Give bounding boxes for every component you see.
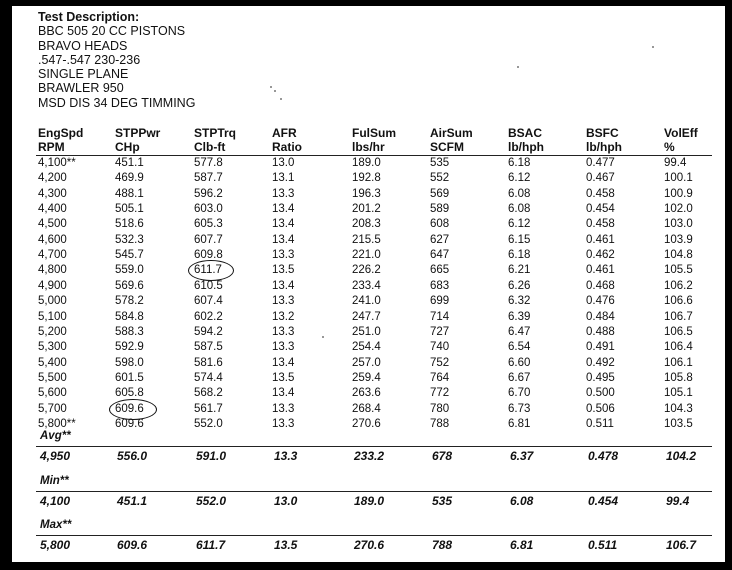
table-cell: 13.4 xyxy=(272,233,295,246)
table-cell: 13.5 xyxy=(272,264,295,277)
description-line: BRAWLER 950 xyxy=(38,81,124,96)
summary-value: 4,100 xyxy=(40,494,71,508)
summary-rule xyxy=(36,535,712,536)
summary-value: 6.81 xyxy=(510,538,534,552)
table-cell: 106.2 xyxy=(664,279,693,292)
table-cell: 611.7 xyxy=(194,264,222,277)
summary-value: 609.6 xyxy=(117,538,148,552)
table-cell: 699 xyxy=(430,295,450,308)
summary-value: 13.0 xyxy=(274,494,298,508)
table-cell: 196.3 xyxy=(352,187,381,200)
table-cell: 106.4 xyxy=(664,341,693,354)
description-line: BBC 505 20 CC PISTONS xyxy=(38,24,186,39)
summary-value: 104.2 xyxy=(666,449,697,463)
column-header-top: FulSum xyxy=(352,126,396,140)
summary-value: 233.2 xyxy=(354,449,385,463)
table-cell: 104.3 xyxy=(664,402,693,415)
scan-speck xyxy=(322,336,324,338)
table-cell: 505.1 xyxy=(115,203,144,216)
table-cell: 627 xyxy=(430,233,450,246)
table-cell: 13.3 xyxy=(272,402,295,415)
column-header-bottom: lbs/hr xyxy=(352,140,385,154)
table-cell: 104.8 xyxy=(664,249,693,262)
table-cell: 192.8 xyxy=(352,172,381,185)
table-cell: 601.5 xyxy=(115,371,144,384)
table-cell: 607.7 xyxy=(194,233,223,246)
table-cell: 609.6 xyxy=(115,402,144,415)
table-cell: 13.3 xyxy=(272,187,295,200)
table-cell: 772 xyxy=(430,387,450,400)
summary-value: 270.6 xyxy=(354,538,385,552)
table-cell: 518.6 xyxy=(115,218,144,231)
table-cell: 568.2 xyxy=(194,387,223,400)
table-cell: 6.60 xyxy=(508,356,531,369)
table-cell: 545.7 xyxy=(115,249,144,262)
table-cell: 13.4 xyxy=(272,279,295,292)
table-cell: 13.5 xyxy=(272,371,295,384)
table-cell: 270.6 xyxy=(352,417,381,430)
table-cell: 251.0 xyxy=(352,325,381,338)
column-header-bottom: SCFM xyxy=(430,140,464,154)
table-cell: 5,500 xyxy=(38,371,67,384)
table-cell: 0.468 xyxy=(586,279,615,292)
table-cell: 581.6 xyxy=(194,356,223,369)
summary-value: 788 xyxy=(432,538,453,552)
table-cell: 99.4 xyxy=(664,157,687,169)
column-header-top: STPPwr xyxy=(115,126,161,140)
table-cell: 0.458 xyxy=(586,218,615,231)
table-cell: 13.2 xyxy=(272,310,295,323)
summary-label: Max** xyxy=(40,519,72,531)
column-header-top: VolEff xyxy=(664,126,698,140)
table-cell: 0.454 xyxy=(586,203,615,216)
table-cell: 4,500 xyxy=(38,218,67,231)
table-cell: 727 xyxy=(430,325,450,338)
table-cell: 0.495 xyxy=(586,371,615,384)
summary-value: 6.37 xyxy=(510,449,534,463)
table-cell: 13.0 xyxy=(272,157,295,169)
table-cell: 100.1 xyxy=(664,172,693,185)
highlight-circle xyxy=(188,260,234,281)
table-cell: 241.0 xyxy=(352,295,381,308)
table-cell: 6.39 xyxy=(508,310,531,323)
table-cell: 4,100** xyxy=(38,157,76,169)
table-cell: 0.506 xyxy=(586,402,615,415)
table-cell: 5,700 xyxy=(38,402,67,415)
table-cell: 488.1 xyxy=(115,187,144,200)
column-header-top: AFR xyxy=(272,126,297,140)
table-cell: 100.9 xyxy=(664,187,693,200)
table-cell: 6.21 xyxy=(508,264,531,277)
table-cell: 0.491 xyxy=(586,341,615,354)
table-cell: 6.47 xyxy=(508,325,531,338)
table-cell: 263.6 xyxy=(352,387,381,400)
table-cell: 6.15 xyxy=(508,233,531,246)
column-header-top: EngSpd xyxy=(38,126,84,140)
header-rule xyxy=(36,155,712,156)
table-cell: 6.70 xyxy=(508,387,531,400)
table-cell: 247.7 xyxy=(352,310,381,323)
summary-value: 4,950 xyxy=(40,449,71,463)
table-cell: 4,200 xyxy=(38,172,67,185)
table-cell: 559.0 xyxy=(115,264,144,277)
scan-speck xyxy=(274,90,276,92)
table-cell: 0.492 xyxy=(586,356,615,369)
table-cell: 535 xyxy=(430,157,450,169)
table-cell: 780 xyxy=(430,402,450,415)
table-cell: 6.08 xyxy=(508,187,531,200)
table-cell: 0.484 xyxy=(586,310,615,323)
table-cell: 569.6 xyxy=(115,279,144,292)
table-cell: 788 xyxy=(430,417,450,430)
table-cell: 201.2 xyxy=(352,203,381,216)
description-line: MSD DIS 34 DEG TIMMING xyxy=(38,95,196,110)
table-cell: 0.461 xyxy=(586,233,615,246)
table-cell: 588.3 xyxy=(115,325,144,338)
table-cell: 0.462 xyxy=(586,249,615,262)
table-cell: 589 xyxy=(430,203,450,216)
scan-speck xyxy=(280,98,282,100)
table-cell: 259.4 xyxy=(352,371,381,384)
table-cell: 13.3 xyxy=(272,325,295,338)
table-cell: 587.7 xyxy=(194,172,223,185)
summary-label: Avg** xyxy=(40,430,71,442)
table-cell: 5,600 xyxy=(38,387,67,400)
table-cell: 5,000 xyxy=(38,295,67,308)
table-cell: 4,800 xyxy=(38,264,67,277)
table-cell: 4,900 xyxy=(38,279,67,292)
table-cell: 13.3 xyxy=(272,341,295,354)
summary-value: 99.4 xyxy=(666,494,690,508)
table-cell: 0.476 xyxy=(586,295,615,308)
table-cell: 6.12 xyxy=(508,218,531,231)
table-cell: 552 xyxy=(430,172,450,185)
table-cell: 13.4 xyxy=(272,356,295,369)
table-cell: 13.1 xyxy=(272,172,295,185)
table-cell: 13.4 xyxy=(272,218,295,231)
table-cell: 257.0 xyxy=(352,356,381,369)
table-cell: 106.5 xyxy=(664,325,693,338)
table-cell: 6.26 xyxy=(508,279,531,292)
table-cell: 102.0 xyxy=(664,203,693,216)
summary-value: 451.1 xyxy=(117,494,148,508)
highlight-circle xyxy=(109,399,157,420)
table-cell: 208.3 xyxy=(352,218,381,231)
table-cell: 0.477 xyxy=(586,157,615,169)
table-cell: 532.3 xyxy=(115,233,144,246)
table-cell: 587.5 xyxy=(194,341,223,354)
table-cell: 764 xyxy=(430,371,450,384)
column-header-bottom: lb/hph xyxy=(586,140,622,154)
description-line: SINGLE PLANE xyxy=(38,67,129,82)
column-header-bottom: % xyxy=(664,140,675,154)
table-cell: 13.4 xyxy=(272,203,295,216)
table-cell: 189.0 xyxy=(352,157,381,169)
table-cell: 226.2 xyxy=(352,264,381,277)
table-cell: 605.3 xyxy=(194,218,223,231)
table-cell: 561.7 xyxy=(194,402,223,415)
table-cell: 0.467 xyxy=(586,172,615,185)
summary-value: 13.5 xyxy=(274,538,298,552)
table-cell: 594.2 xyxy=(194,325,223,338)
table-cell: 106.6 xyxy=(664,295,693,308)
table-cell: 233.4 xyxy=(352,279,381,292)
table-cell: 610.5 xyxy=(194,279,223,292)
table-cell: 0.511 xyxy=(586,417,614,430)
summary-label: Min** xyxy=(40,475,69,487)
table-cell: 569 xyxy=(430,187,450,200)
dyno-sheet xyxy=(12,6,725,562)
table-cell: 714 xyxy=(430,310,450,323)
summary-value: 0.454 xyxy=(588,494,619,508)
table-cell: 103.5 xyxy=(664,417,693,430)
table-cell: 5,200 xyxy=(38,325,67,338)
table-cell: 4,600 xyxy=(38,233,67,246)
table-cell: 4,400 xyxy=(38,203,67,216)
table-cell: 609.6 xyxy=(115,417,144,430)
column-header-bottom: lb/hph xyxy=(508,140,544,154)
table-cell: 602.2 xyxy=(194,310,223,323)
table-cell: 5,100 xyxy=(38,310,67,323)
column-header-bottom: Clb-ft xyxy=(194,140,226,154)
summary-value: 678 xyxy=(432,449,453,463)
table-cell: 6.32 xyxy=(508,295,531,308)
column-header-top: BSFC xyxy=(586,126,619,140)
table-cell: 4,300 xyxy=(38,187,67,200)
scan-speck xyxy=(517,66,519,68)
table-cell: 6.18 xyxy=(508,249,531,262)
table-cell: 752 xyxy=(430,356,450,369)
table-cell: 105.1 xyxy=(664,387,693,400)
table-cell: 5,300 xyxy=(38,341,67,354)
table-cell: 469.9 xyxy=(115,172,144,185)
table-cell: 598.0 xyxy=(115,356,144,369)
summary-value: 6.08 xyxy=(510,494,534,508)
summary-value: 611.7 xyxy=(196,538,226,552)
summary-value: 556.0 xyxy=(117,449,148,463)
table-cell: 603.0 xyxy=(194,203,223,216)
summary-value: 0.478 xyxy=(588,449,619,463)
table-cell: 0.458 xyxy=(586,187,615,200)
table-cell: 584.8 xyxy=(115,310,144,323)
table-cell: 592.9 xyxy=(115,341,144,354)
table-cell: 254.4 xyxy=(352,341,381,354)
table-cell: 451.1 xyxy=(115,157,144,169)
table-cell: 5,400 xyxy=(38,356,67,369)
column-header-top: BSAC xyxy=(508,126,543,140)
table-cell: 577.8 xyxy=(194,157,223,169)
table-cell: 6.18 xyxy=(508,157,531,169)
table-cell: 105.5 xyxy=(664,264,693,277)
summary-value: 5,800 xyxy=(40,538,71,552)
scan-speck xyxy=(270,86,272,88)
summary-value: 552.0 xyxy=(196,494,227,508)
table-cell: 6.08 xyxy=(508,203,531,216)
table-cell: 552.0 xyxy=(194,417,223,430)
table-cell: 0.488 xyxy=(586,325,615,338)
table-cell: 596.2 xyxy=(194,187,223,200)
summary-value: 535 xyxy=(432,494,453,508)
table-cell: 221.0 xyxy=(352,249,381,262)
table-cell: 665 xyxy=(430,264,450,277)
table-cell: 609.8 xyxy=(194,249,223,262)
table-cell: 6.81 xyxy=(508,417,531,430)
summary-value: 189.0 xyxy=(354,494,385,508)
table-cell: 103.9 xyxy=(664,233,693,246)
table-cell: 13.3 xyxy=(272,295,295,308)
table-cell: 647 xyxy=(430,249,450,262)
table-cell: 13.3 xyxy=(272,417,295,430)
test-description xyxy=(38,10,195,110)
description-line: BRAVO HEADS xyxy=(38,38,128,53)
column-header-top: STPTrq xyxy=(194,126,237,140)
table-cell: 578.2 xyxy=(115,295,144,308)
scan-speck xyxy=(652,46,654,48)
summary-value: 591.0 xyxy=(196,449,227,463)
summary-value: 13.3 xyxy=(274,449,298,463)
table-cell: 13.3 xyxy=(272,249,295,262)
column-header-bottom: RPM xyxy=(38,140,65,154)
table-cell: 5,800** xyxy=(38,417,76,430)
test-description-title: Test Description: xyxy=(38,10,140,24)
table-cell: 608 xyxy=(430,218,450,231)
table-cell: 106.1 xyxy=(664,356,693,369)
table-cell: 0.461 xyxy=(586,264,615,277)
summary-value: 106.7 xyxy=(666,538,697,552)
table-cell: 6.73 xyxy=(508,402,531,415)
table-cell: 215.5 xyxy=(352,233,381,246)
table-cell: 6.54 xyxy=(508,341,531,354)
table-cell: 106.7 xyxy=(664,310,693,323)
summary-rule xyxy=(36,446,712,447)
description-line: .547-.547 230-236 xyxy=(38,52,141,67)
table-cell: 605.8 xyxy=(115,387,144,400)
column-header-bottom: CHp xyxy=(115,140,140,154)
table-cell: 13.4 xyxy=(272,387,295,400)
column-header-top: AirSum xyxy=(430,126,473,140)
table-cell: 6.67 xyxy=(508,371,531,384)
summary-rule xyxy=(36,491,712,492)
table-cell: 4,700 xyxy=(38,249,67,262)
column-header-bottom: Ratio xyxy=(272,140,302,154)
table-cell: 574.4 xyxy=(194,371,223,384)
table-cell: 0.500 xyxy=(586,387,615,400)
table-cell: 740 xyxy=(430,341,450,354)
summary-value: 0.511 xyxy=(588,538,618,552)
table-cell: 105.8 xyxy=(664,371,693,384)
table-cell: 6.12 xyxy=(508,172,531,185)
table-cell: 607.4 xyxy=(194,295,223,308)
table-cell: 683 xyxy=(430,279,450,292)
table-cell: 268.4 xyxy=(352,402,381,415)
table-cell: 103.0 xyxy=(664,218,693,231)
